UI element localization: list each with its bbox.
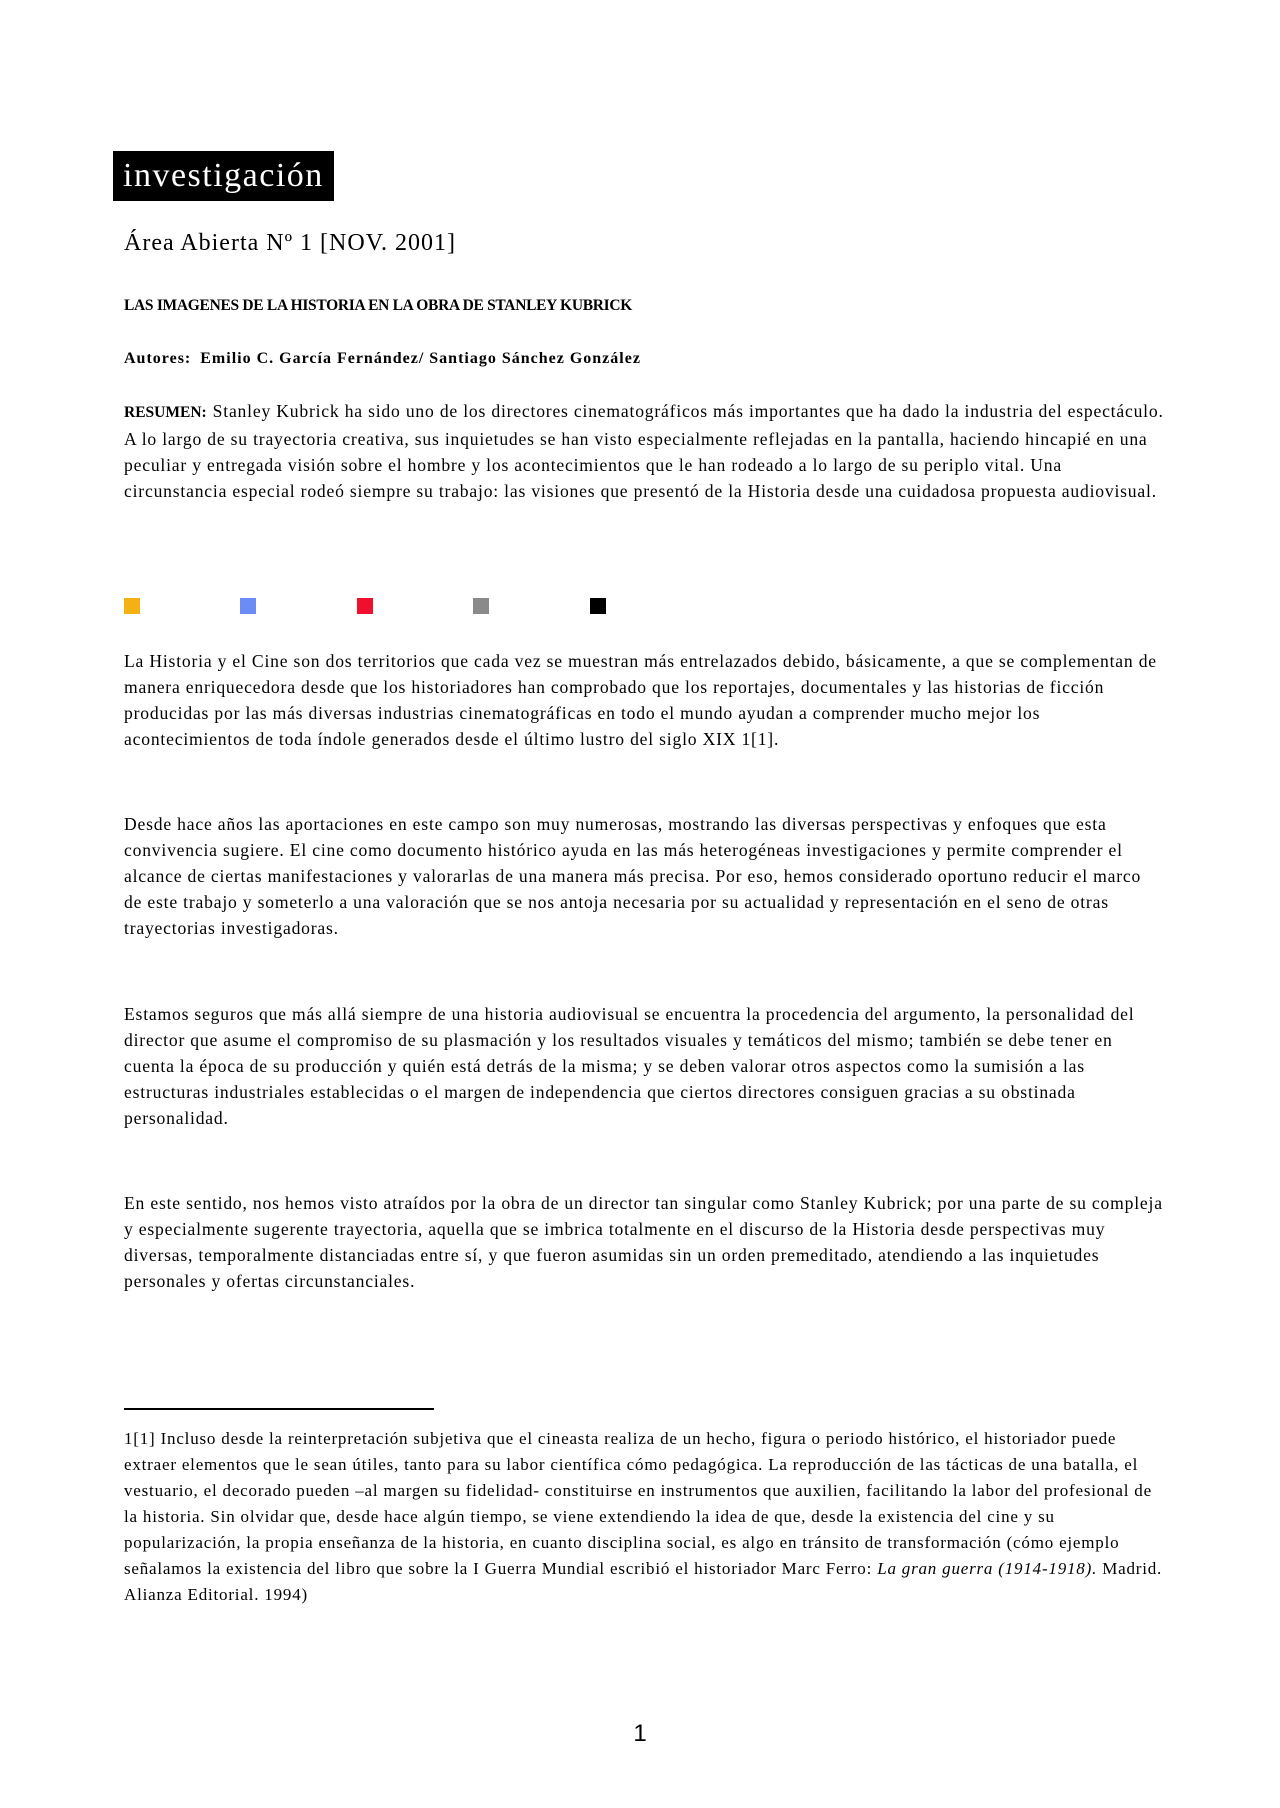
body-paragraph: Desde hace años las aportaciones en este campo son muy numerosas, mostrando las diversas perspectivas y enfoques que esta convivencia sugiere. El cine como documento histórico ayuda en las más heterogéneas investigaciones y permite comprender el alcance de ciertas manifestaciones y valorarlas de una manera más precisa. Por eso, hemos considerado oportuno reducir el marco de este trabajo y someterlo a una valoración que se nos antoja necesaria por su actualidad y representación en el seno de otras trayectorias investigadoras. [124, 814, 1142, 938]
section-tag: investigación [113, 151, 334, 201]
page-number: 1 [633, 1720, 647, 1747]
body-paragraph: Estamos seguros que más allá siempre de una historia audiovisual se encuentra la procedencia del argumento, la personalidad del director que asume el compromiso de su plasmación y los resultados visuales y temáticos del mismo; también se debe tener en cuenta la época de su producción y quién está detrás de la misma; y se deben valorar otros aspectos como la sumisión a las estructuras industriales establecidas o el margen de independencia que ciertos directores consiguen gracias a su obstinada personalidad. [124, 1004, 1135, 1128]
decor-square-yellow [124, 598, 140, 614]
footnote-book-title: La gran guerra (1914-1918). [877, 1559, 1098, 1578]
footnote-citation: Madrid. Alianza Editorial. 1994) [124, 1559, 1163, 1604]
abstract-label: RESUMEN: [124, 404, 207, 421]
decor-square-black [590, 598, 606, 614]
body-paragraph: En este sentido, nos hemos visto atraídos por la obra de un director tan singular como Stanley Kubrick; por una parte de su compleja y especialmente sugerente trayectoria, aquella que se imbrica totalmente en el discurso de la Historia desde perspectivas muy diversas, temporalmente distanciadas entre sí, y que fueron asumidas sin un orden premeditado, atendiendo a las inquietudes personales y ofertas circunstanciales. [124, 1193, 1163, 1291]
footnote [124, 1426, 1164, 1608]
abstract-text: Stanley Kubrick ha sido uno de los directores cinematográficos más importantes que ha dado la industria del espectáculo. A lo largo de su trayectoria creativa, sus inquietudes se han visto especialmente reflejadas en la pantalla, haciendo hincapié en una peculiar y entregada visión sobre el hombre y los acontecimientos que le han rodeado a lo largo de su periplo vital. Una circunstancia especial rodeó siempre su trabajo: las visiones que presentó de la Historia desde una cuidadosa propuesta audiovisual. [124, 401, 1164, 501]
authors-label: Autores: [124, 350, 192, 367]
article-title: LAS IMAGENES DE LA HISTORIA EN LA OBRA DE STANLEY KUBRICK [124, 297, 633, 314]
footnote-text: 1[1] Incluso desde la reinterpretación subjetiva que el cineasta realiza de un hecho, figura o periodo histórico, el historiador puede extraer elementos que le sean útiles, tanto para su labor científica cómo pedagógica. La reproducción de las tácticas de una batalla, el vestuario, el decorado pueden –al margen su fidelidad- constituirse en instrumentos que auxilien, facilitando la labor del profesional de la historia. Sin olvidar que, desde hace algún tiempo, se viene extendiendo la idea de que, desde la existencia del cine y su popularización, la propia enseñanza de la historia, en cuanto disciplina social, es algo en tránsito de transformación (cómo ejemplo señalamos la existencia del libro que sobre la I Guerra Mundial escribió el historiador Marc Ferro: [124, 1429, 1152, 1578]
authors-names: Emilio C. García Fernández/ Santiago Sánchez González [200, 350, 641, 367]
authors-line [124, 350, 641, 368]
abstract [124, 398, 1164, 504]
decor-square-red [357, 598, 373, 614]
decor-square-gray [473, 598, 489, 614]
issue-line: Área Abierta Nº 1 [NOV. 2001] [124, 230, 456, 256]
decor-square-blue [240, 598, 256, 614]
decorative-squares [124, 598, 624, 614]
body-paragraph: La Historia y el Cine son dos territorios que cada vez se muestran más entrelazados debido, básicamente, a que se complementan de manera enriquecedora desde que los historiadores han comprobado que los reportajes, documentales y las historias de ficción producidas por las más diversas industrias cinematográficas en todo el mundo ayudan a comprender mucho mejor los acontecimientos de toda índole generados desde el último lustro del siglo XIX 1[1]. [124, 651, 1157, 749]
footnote-separator [124, 1408, 434, 1410]
